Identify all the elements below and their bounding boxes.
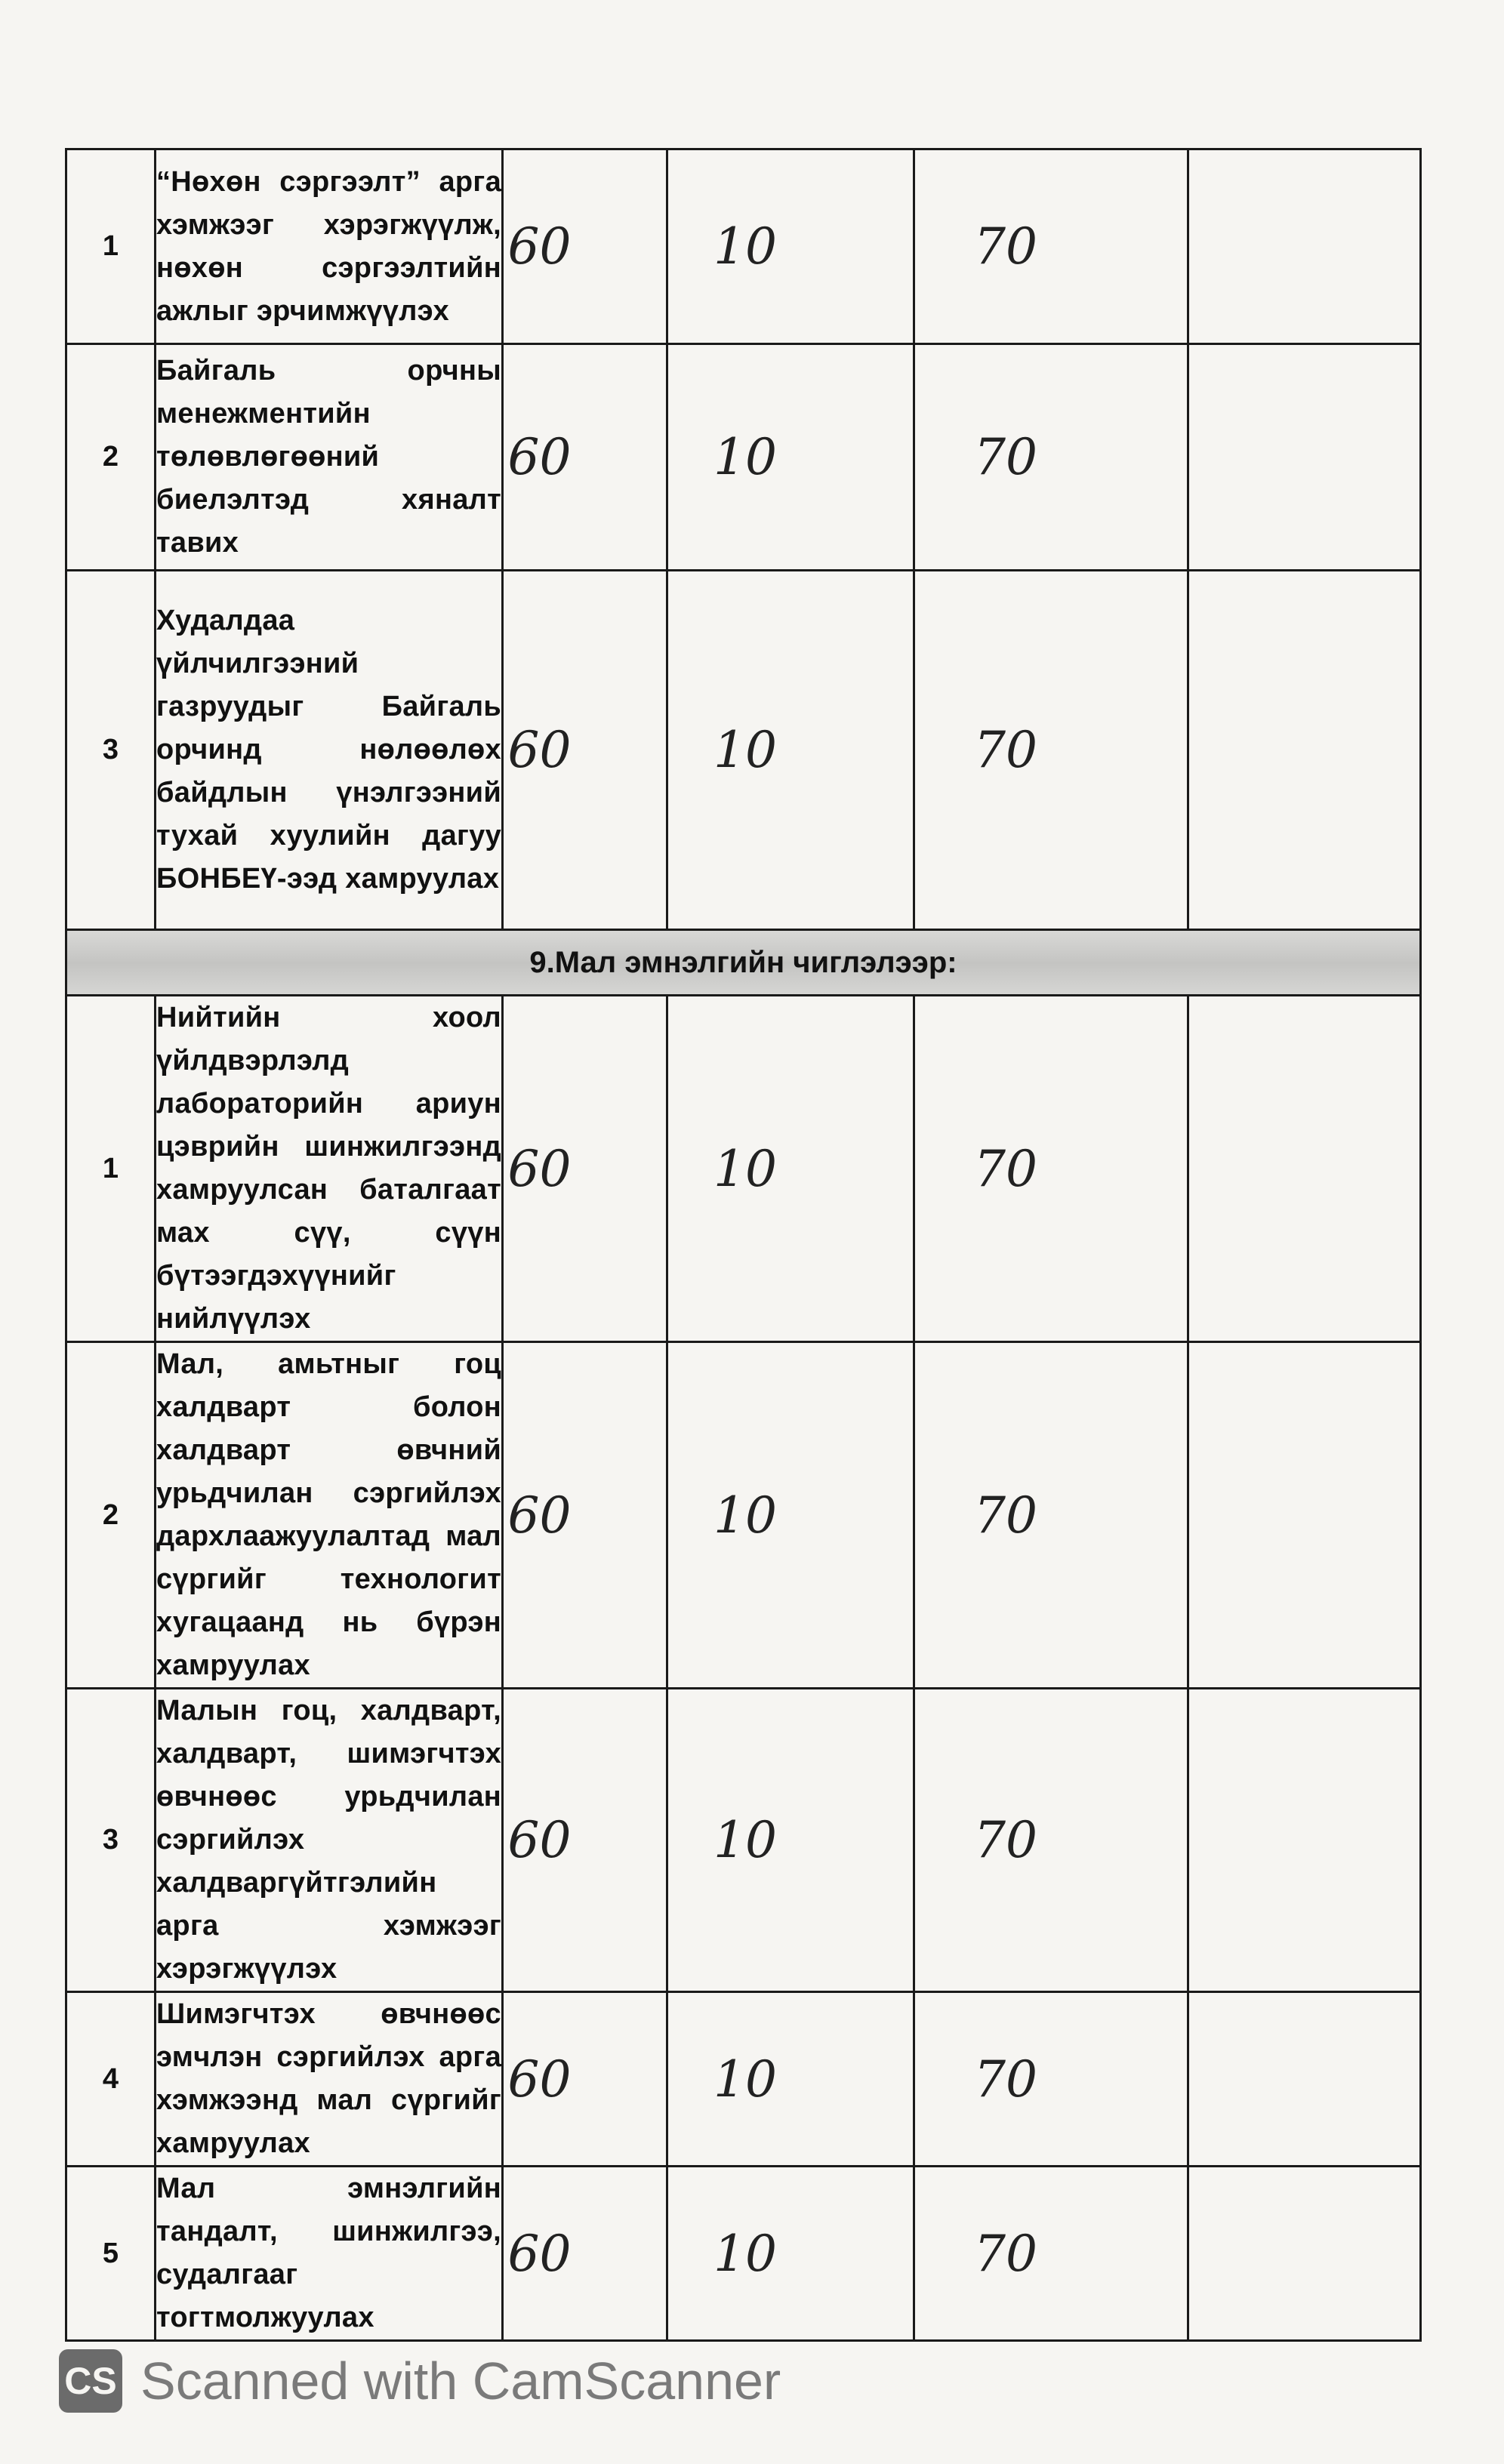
- row-number: 1: [66, 996, 156, 1342]
- row-number: 3: [66, 1689, 156, 1992]
- measure-description: Нийтийн хоол үйлдвэрлэлд лабораторийн ариун цэврийн шинжилгээнд хамруулсан баталгаат мах сүү, сүүн бүтээгдэхүүнийг нийлүүлэх: [156, 996, 503, 1342]
- measure-description: Мал, амьтныг гоц халдварт болон халдварт өвчний урьдчилан сэргийлэх дархлаажуулалтад мал сүргийг технологит хугацаанд нь бүрэн хамруулах: [156, 1342, 503, 1689]
- handwritten-value-3: 70: [914, 344, 1188, 571]
- table-row: [66, 149, 1421, 344]
- measure-description: Мал эмнэлгийн тандалт, шинжилгээ, судалгааг тогтмолжуулах: [156, 2167, 503, 2341]
- measure-description: Байгаль орчны менежментийн төлөвлөгөөний биелэлтэд хяналт тавих: [156, 344, 503, 571]
- measure-description: “Нөхөн сэргээлт” арга хэмжээг хэрэгжүүлж, нөхөн сэргээлтийн ажлыг эрчимжүүлэх: [156, 149, 503, 344]
- handwritten-value-1: 60: [503, 1342, 667, 1689]
- handwritten-value-3: 70: [914, 1992, 1188, 2167]
- handwritten-value-1: 60: [503, 1689, 667, 1992]
- table-row: [66, 344, 1421, 571]
- handwritten-value-3: 70: [914, 149, 1188, 344]
- row-number: 1: [66, 149, 156, 344]
- handwritten-value-3: 70: [914, 571, 1188, 930]
- watermark-text: Scanned with CamScanner: [140, 2352, 781, 2410]
- empty-cell: [1188, 149, 1421, 344]
- handwritten-value-2: 10: [667, 344, 914, 571]
- empty-cell: [1188, 2167, 1421, 2341]
- row-number: 2: [66, 344, 156, 571]
- measure-description: Малын гоц, халдварт, халдварт, шимэгчтэх өвчнөөс урьдчилан сэргийлэх халдваргүйтгэлийн арга хэмжээг хэрэгжүүлэх: [156, 1689, 503, 1992]
- handwritten-value-2: 10: [667, 149, 914, 344]
- measure-description: Шимэгчтэх өвчнөөс эмчлэн сэргийлэх арга хэмжээнд мал сүргийг хамруулах: [156, 1992, 503, 2167]
- handwritten-value-3: 70: [914, 2167, 1188, 2341]
- camscanner-logo-icon: CS: [59, 2349, 122, 2413]
- handwritten-value-1: 60: [503, 149, 667, 344]
- handwritten-value-1: 60: [503, 2167, 667, 2341]
- table-row: [66, 2167, 1421, 2341]
- handwritten-value-2: 10: [667, 571, 914, 930]
- handwritten-value-3: 70: [914, 1689, 1188, 1992]
- table-row: [66, 1689, 1421, 1992]
- row-number: 2: [66, 1342, 156, 1689]
- empty-cell: [1188, 996, 1421, 1342]
- handwritten-value-2: 10: [667, 996, 914, 1342]
- handwritten-value-1: 60: [503, 996, 667, 1342]
- handwritten-value-1: 60: [503, 571, 667, 930]
- handwritten-value-2: 10: [667, 2167, 914, 2341]
- table-row: [66, 571, 1421, 930]
- camscanner-watermark: [59, 2349, 781, 2413]
- handwritten-value-2: 10: [667, 1689, 914, 1992]
- empty-cell: [1188, 571, 1421, 930]
- handwritten-value-3: 70: [914, 1342, 1188, 1689]
- row-number: 4: [66, 1992, 156, 2167]
- table-row: [66, 996, 1421, 1342]
- empty-cell: [1188, 1992, 1421, 2167]
- empty-cell: [1188, 1342, 1421, 1689]
- measure-description: Худалдаа үйлчилгээний газруудыг Байгаль орчинд нөлөөлөх байдлын үнэлгээний тухай хуулийн дагуу БОНБЕҮ-ээд хамруулах: [156, 571, 503, 930]
- empty-cell: [1188, 344, 1421, 571]
- table-row: [66, 1992, 1421, 2167]
- measures-table: [65, 148, 1422, 2342]
- handwritten-value-3: 70: [914, 996, 1188, 1342]
- section-header-row: [66, 930, 1421, 996]
- row-number: 5: [66, 2167, 156, 2341]
- handwritten-value-1: 60: [503, 1992, 667, 2167]
- section-title: 9.Мал эмнэлгийн чиглэлээр:: [66, 930, 1421, 996]
- handwritten-value-2: 10: [667, 1342, 914, 1689]
- row-number: 3: [66, 571, 156, 930]
- handwritten-value-2: 10: [667, 1992, 914, 2167]
- table-row: [66, 1342, 1421, 1689]
- handwritten-value-1: 60: [503, 344, 667, 571]
- empty-cell: [1188, 1689, 1421, 1992]
